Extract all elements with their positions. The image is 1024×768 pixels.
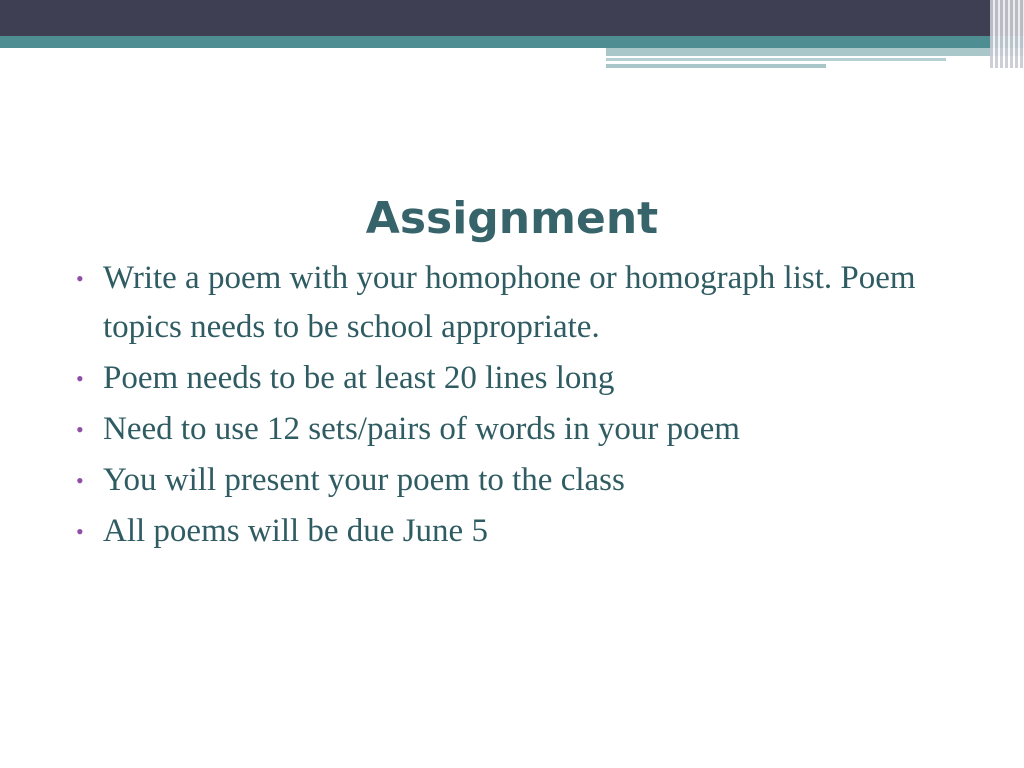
bullet-dot-icon: • (76, 417, 84, 442)
bullet-item (70, 254, 970, 352)
header-accent-line (606, 58, 946, 61)
bullet-text: All poems will be due June 5 (103, 513, 488, 549)
header-banner-dark (0, 0, 1024, 36)
bullet-text: Poem needs to be at least 20 lines long (103, 360, 615, 396)
header-accent-line (606, 64, 826, 68)
bullet-dot-icon: • (76, 468, 84, 493)
slide-title: Assignment (365, 193, 659, 245)
bullet-item (70, 354, 970, 403)
header-banner-light (606, 48, 1024, 56)
bullet-dot-icon: • (76, 519, 84, 544)
bullet-text: Write a poem with your homophone or homograph list. Poem topics needs to be school appropriate. (103, 260, 916, 345)
bullet-item (70, 507, 970, 556)
bullet-text: Need to use 12 sets/pairs of words in your poem (103, 411, 740, 447)
header-stripes (990, 0, 1024, 68)
bullet-list (70, 254, 970, 558)
bullet-dot-icon: • (76, 266, 84, 291)
header-banner-teal (0, 36, 1024, 48)
bullet-item (70, 405, 970, 454)
bullet-dot-icon: • (76, 366, 84, 391)
bullet-item (70, 456, 970, 505)
bullet-text: You will present your poem to the class (103, 462, 625, 498)
